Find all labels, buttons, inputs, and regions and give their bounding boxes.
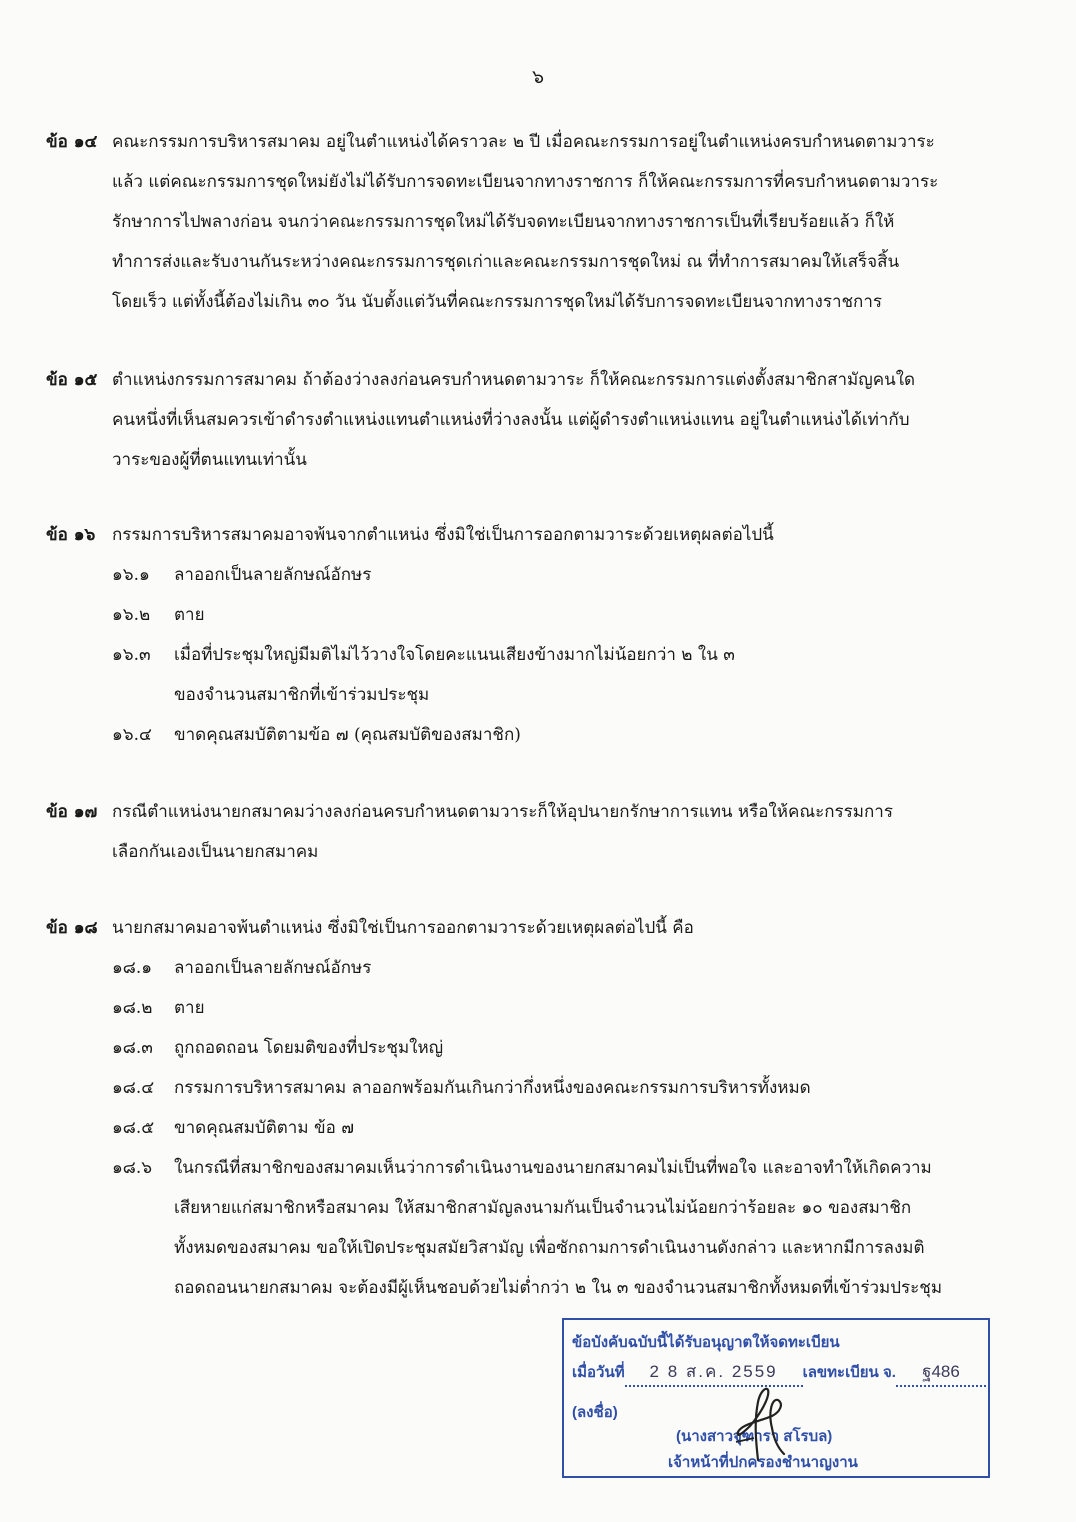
sub-item [112,635,1006,715]
text-line: ตำแหน่งกรรมการสมาคม ถ้าต้องว่างลงก่อนครบกำหนดตามวาระ ก็ให้คณะกรรมการแต่งตั้งสมาชิกสามัญคนใด [112,370,916,390]
text-line: กรณีตำแหน่งนายกสมาคมว่างลงก่อนครบกำหนดตามวาระก็ให้อุปนายกรักษาการแทน หรือให้คณะกรรมการ [112,802,893,822]
stamp-date-label: เมื่อวันที่ [572,1364,625,1381]
handwritten-signature [728,1382,798,1462]
sub-item-text: กรรมการบริหารสมาคม ลาออกพร้อมกันเกินกว่ากึ่งหนึ่งของคณะกรรมการบริหารทั้งหมด [174,1078,811,1098]
text-line: รักษาการไปพลางก่อน จนกว่าคณะกรรมการชุดใหม่ได้รับจดทะเบียนจากทางราชการเป็นที่เรียบร้อยแล้ว ก็ให้ [112,212,895,232]
sub-item-number: ๑๘.๖ [112,1158,153,1178]
sub-item-number: ๑๘.๕ [112,1118,155,1138]
stamp-reg-value: ฐ486 [922,1362,960,1381]
sub-item-text: ในกรณีที่สมาชิกของสมาคมเห็นว่าการดำเนินงานของนายกสมาคมไม่เป็นที่พอใจ และอาจทำให้เกิดความ [174,1158,932,1178]
sub-item-text: ลาออกเป็นลายลักษณ์อักษร [174,565,372,585]
stamp-signer-title: เจ้าหน้าที่ปกครองชำนาญงาน [668,1454,858,1471]
stamp-signer-name: (นางสาวจุฑารา สโรบล) [676,1428,833,1445]
sub-item [112,1068,1006,1108]
clause-18 [46,908,1006,1308]
clause-text [112,792,1006,872]
sub-item-text: ตาย [174,605,205,625]
clause-text [112,360,1006,480]
stamp-date-value: 2 8 ส.ค. 2559 [649,1362,778,1381]
text-line: วาระของผู้ที่ตนแทนเท่านั้น [112,450,307,470]
sub-item [112,988,1006,1028]
sub-item-number: ๑๖.๔ [112,725,152,745]
sub-item-text: เสียหายแก่สมาชิกหรือสมาคม ให้สมาชิกสามัญลงนามกันเป็นจำนวนไม่น้อยกว่าร้อยละ ๑๐ ของสมาชิก [174,1198,912,1218]
sub-item-text: เมื่อที่ประชุมใหญ่มีมติไม่ไว้วางใจโดยคะแนนเสียงข้างมากไม่น้อยกว่า ๒ ใน ๓ [174,645,735,665]
clause-label: ข้อ ๑๗ [46,802,98,822]
sub-item [112,555,1006,595]
text-line: โดยเร็ว แต่ทั้งนี้ต้องไม่เกิน ๓๐ วัน นับตั้งแต่วันที่คณะกรรมการชุดใหม่ได้รับการจดทะเบียนจากทางราชการ [112,292,883,312]
sub-item [112,1108,1006,1148]
sub-item-text: ทั้งหมดของสมาคม ขอให้เปิดประชุมสมัยวิสามัญ เพื่อซักถามการดำเนินงานดังกล่าว และหากมีการลงมติ [174,1238,925,1258]
clause-label: ข้อ ๑๖ [46,525,96,545]
sub-item-text: ถอดถอนนายกสมาคม จะต้องมีผู้เห็นชอบด้วยไม่ต่ำกว่า ๒ ใน ๓ ของจำนวนสมาชิกทั้งหมดที่เข้าร่วมประชุม [174,1278,943,1298]
text-line: แล้ว แต่คณะกรรมการชุดใหม่ยังไม่ได้รับการจดทะเบียนจากทางราชการ ก็ให้คณะกรรมการที่ครบกำหนดตามวาระ [112,172,939,192]
text-line: เลือกกันเองเป็นนายกสมาคม [112,842,319,862]
sub-item-number: ๑๖.๑ [112,565,150,585]
text-line: คณะกรรมการบริหารสมาคม อยู่ในตำแหน่งได้คราวละ ๒ ปี เมื่อคณะกรรมการอยู่ในตำแหน่งครบกำหนดตามวาระ [112,132,935,152]
stamp-reg-label: เลขทะเบียน จ. [802,1364,896,1381]
registration-stamp [562,1318,990,1478]
clause-15 [46,360,1006,480]
sub-item-number: ๑๖.๓ [112,645,151,665]
clause-text [112,515,1006,555]
stamp-heading: ข้อบังคับฉบับนี้ได้รับอนุญาตให้จดทะเบียน [572,1334,840,1351]
text-line: คนหนึ่งที่เห็นสมควรเข้าดำรงตำแหน่งแทนตำแหน่งที่ว่างลงนั้น แต่ผู้ดำรงตำแหน่งแทน อยู่ในตำแหน่งได้เท่ากับ [112,410,910,430]
sub-item [112,948,1006,988]
stamp-sign-label: (ลงชื่อ) [572,1404,618,1421]
clause-14 [46,122,1006,322]
sub-item [112,595,1006,635]
text-line: นายกสมาคมอาจพ้นตำแหน่ง ซึ่งมิใช่เป็นการออกตามวาระด้วยเหตุผลต่อไปนี้ คือ [112,918,694,938]
sub-item-text: ถูกถอดถอน โดยมติของที่ประชุมใหญ่ [174,1038,444,1058]
sub-item-text: ตาย [174,998,205,1018]
sub-item-number: ๑๘.๑ [112,958,153,978]
sub-item-number: ๑๘.๒ [112,998,153,1018]
clause-label: ข้อ ๑๔ [46,132,98,152]
clause-label: ข้อ ๑๘ [46,918,98,938]
sub-item-text: ขาดคุณสมบัติตามข้อ ๗ (คุณสมบัติของสมาชิก) [174,725,521,745]
clause-text [112,122,1006,322]
sub-item [112,715,1006,755]
clause-label: ข้อ ๑๕ [46,370,98,390]
sub-item-number: ๑๖.๒ [112,605,151,625]
sub-item-text: ลาออกเป็นลายลักษณ์อักษร [174,958,372,978]
sub-item-number: ๑๘.๔ [112,1078,155,1098]
text-line: ทำการส่งและรับงานกันระหว่างคณะกรรมการชุดเก่าและคณะกรรมการชุดใหม่ ณ ที่ทำการสมาคมให้เสร็จสิ้น [112,252,900,272]
sub-item [112,1148,1006,1308]
page-number: ๖ [531,66,545,88]
text-line: กรรมการบริหารสมาคมอาจพ้นจากตำแหน่ง ซึ่งมิใช่เป็นการออกตามวาระด้วยเหตุผลต่อไปนี้ [112,525,774,545]
clause-17 [46,792,1006,872]
sub-item-number: ๑๘.๓ [112,1038,153,1058]
clause-text [112,908,1006,948]
sub-item-text: ของจำนวนสมาชิกที่เข้าร่วมประชุม [174,685,430,705]
clause-16 [46,515,1006,755]
sub-item-text: ขาดคุณสมบัติตาม ข้อ ๗ [174,1118,354,1138]
sub-item [112,1028,1006,1068]
